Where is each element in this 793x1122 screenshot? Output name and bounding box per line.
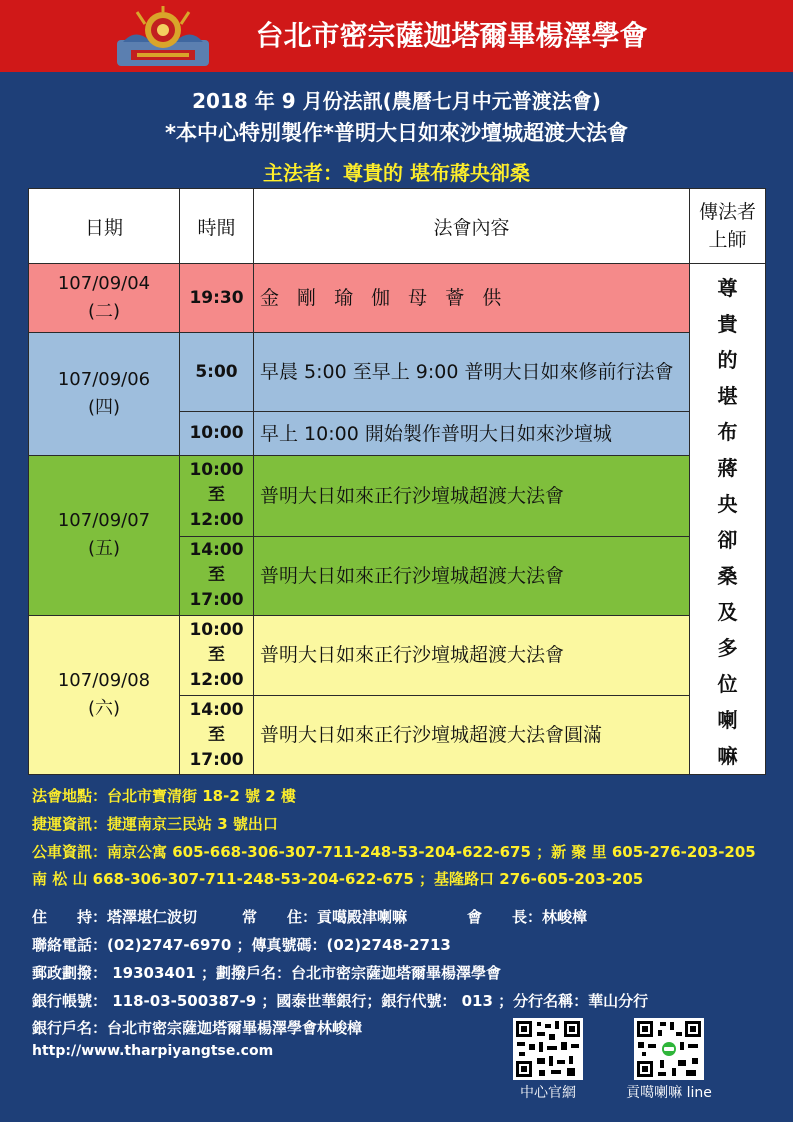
- date-cell: [29, 615, 180, 774]
- header-date: 日期: [29, 189, 180, 264]
- time-end: 17:00: [189, 749, 244, 770]
- master-char: 堪: [717, 384, 738, 408]
- master-char: 多: [717, 636, 738, 660]
- weekday: (四): [87, 397, 121, 419]
- content-cell: 普明大日如來正行沙壇城超渡大法會: [254, 536, 690, 615]
- table-row: [29, 456, 766, 536]
- header-content: 法會內容: [254, 189, 690, 264]
- announcement-line1: 2018 年 9 月份法訊(農曆七月中元普渡法會): [192, 89, 601, 113]
- weekday: (六): [87, 697, 121, 719]
- time-cell: [180, 456, 254, 536]
- time-cell: [180, 696, 254, 775]
- time-start: 10:00: [189, 619, 244, 640]
- schedule-table: [28, 188, 766, 775]
- venue-info: 法會地點：台北市寶清街 18-2 號 2 樓: [32, 787, 296, 805]
- date: 107/09/06: [57, 369, 151, 391]
- time-cell: 19:30: [180, 264, 254, 333]
- bus-info: 公車資訊：南京公寓 605-668-306-307-711-248-53-204-622-675 ；新 聚 里 605-276-203-205: [32, 843, 756, 861]
- table-row: [29, 333, 766, 412]
- page-title: 台北市密宗薩迦塔爾畢楊澤學會: [255, 19, 648, 52]
- line-qr-label: 貢噶喇嘛 line: [626, 1085, 712, 1101]
- header-time: 時間: [180, 189, 254, 264]
- content-cell: 早晨 5:00 至早上 9:00 普明大日如來修前行法會: [254, 333, 690, 412]
- content-cell: 普明大日如來正行沙壇城超渡大法會: [254, 456, 690, 536]
- header-bar: [0, 0, 793, 72]
- header-master-line1: 傳法者: [698, 201, 756, 223]
- time-separator: 至: [208, 485, 225, 506]
- time-separator: 至: [208, 724, 225, 745]
- time-separator: 至: [208, 644, 225, 665]
- table-row: [29, 264, 766, 333]
- master-char: 尊: [717, 276, 738, 300]
- table-header-row: [29, 189, 766, 264]
- time-end: 17:00: [189, 590, 244, 611]
- master-char: 桑: [717, 564, 738, 588]
- master-char: 蔣: [717, 456, 738, 480]
- content-cell: 金 剛 瑜 伽 母 薈 供: [254, 264, 690, 333]
- time-end: 12:00: [189, 510, 244, 531]
- time-cell: 5:00: [180, 333, 254, 412]
- master-char: 位: [717, 672, 738, 696]
- website-qr-label: 中心官網: [520, 1085, 576, 1101]
- line-qr-code[interactable]: [634, 1018, 704, 1080]
- master-char: 喇: [717, 708, 738, 732]
- master-char: 布: [717, 420, 738, 444]
- time-cell: [180, 536, 254, 615]
- account-name-info: 銀行戶名：台北市密宗薩迦塔爾畢楊澤學會林峻樟: [32, 1019, 363, 1037]
- content-cell: 早上 10:00 開始製作普明大日如來沙壇城: [254, 412, 690, 456]
- master-char: 的: [717, 348, 738, 372]
- content-cell: 普明大日如來正行沙壇城超渡大法會: [254, 615, 690, 695]
- time-end: 12:00: [189, 669, 244, 690]
- date: 107/09/04: [57, 273, 151, 294]
- date-cell: [29, 456, 180, 615]
- header-master-line2: 上師: [708, 229, 747, 251]
- master-column: [690, 264, 766, 775]
- website-link[interactable]: http://www.tharpiyangtse.com: [32, 1043, 274, 1059]
- website-qr-code[interactable]: [513, 1018, 583, 1080]
- time-separator: 至: [208, 565, 225, 586]
- time-cell: [180, 615, 254, 695]
- bank-info: 銀行帳號： 118-03-500387-9 ；國泰世華銀行；銀行代號： 013 ；分行名稱：華山分行: [32, 992, 649, 1010]
- presiding-master: 主法者：尊貴的 堪布蔣央卻桑: [263, 161, 530, 185]
- header-master: [690, 189, 766, 264]
- phone-info: 聯絡電話：(02)2747-6970 ；傳真號碼：(02)2748-2713: [32, 936, 451, 954]
- weekday: (二): [87, 301, 121, 322]
- mrt-info: 捷運資訊：捷運南京三民站 3 號出口: [32, 815, 278, 833]
- time-start: 14:00: [189, 699, 244, 720]
- announcement-line2: *本中心特別製作*普明大日如來沙壇城超渡大法會: [165, 121, 628, 145]
- time-start: 14:00: [189, 540, 244, 561]
- master-char: 嘛: [717, 744, 738, 768]
- date: 107/09/08: [57, 669, 151, 691]
- date-cell: [29, 333, 180, 456]
- staff-info: 住 持：塔澤堪仁波切 常 住：貢噶殿津喇嘛 會 長：林峻樟: [32, 908, 588, 926]
- weekday: (五): [87, 538, 121, 560]
- postal-info: 郵政劃撥： 19303401 ；劃撥戶名：台北市密宗薩迦塔爾畢楊澤學會: [32, 964, 501, 982]
- master-char: 貴: [717, 312, 738, 336]
- date: 107/09/07: [57, 510, 151, 532]
- date-cell: [29, 264, 180, 333]
- master-char: 央: [717, 492, 738, 516]
- master-char: 卻: [717, 528, 738, 552]
- content-cell: 普明大日如來正行沙壇城超渡大法會圓滿: [254, 696, 690, 775]
- time-start: 10:00: [189, 460, 244, 481]
- master-char: 及: [717, 600, 738, 624]
- table-row: [29, 615, 766, 695]
- bus-info-continued: 南 松 山 668-306-307-711-248-53-204-622-675 ；基隆路口 276-605-203-205: [32, 870, 644, 888]
- time-cell: 10:00: [180, 412, 254, 456]
